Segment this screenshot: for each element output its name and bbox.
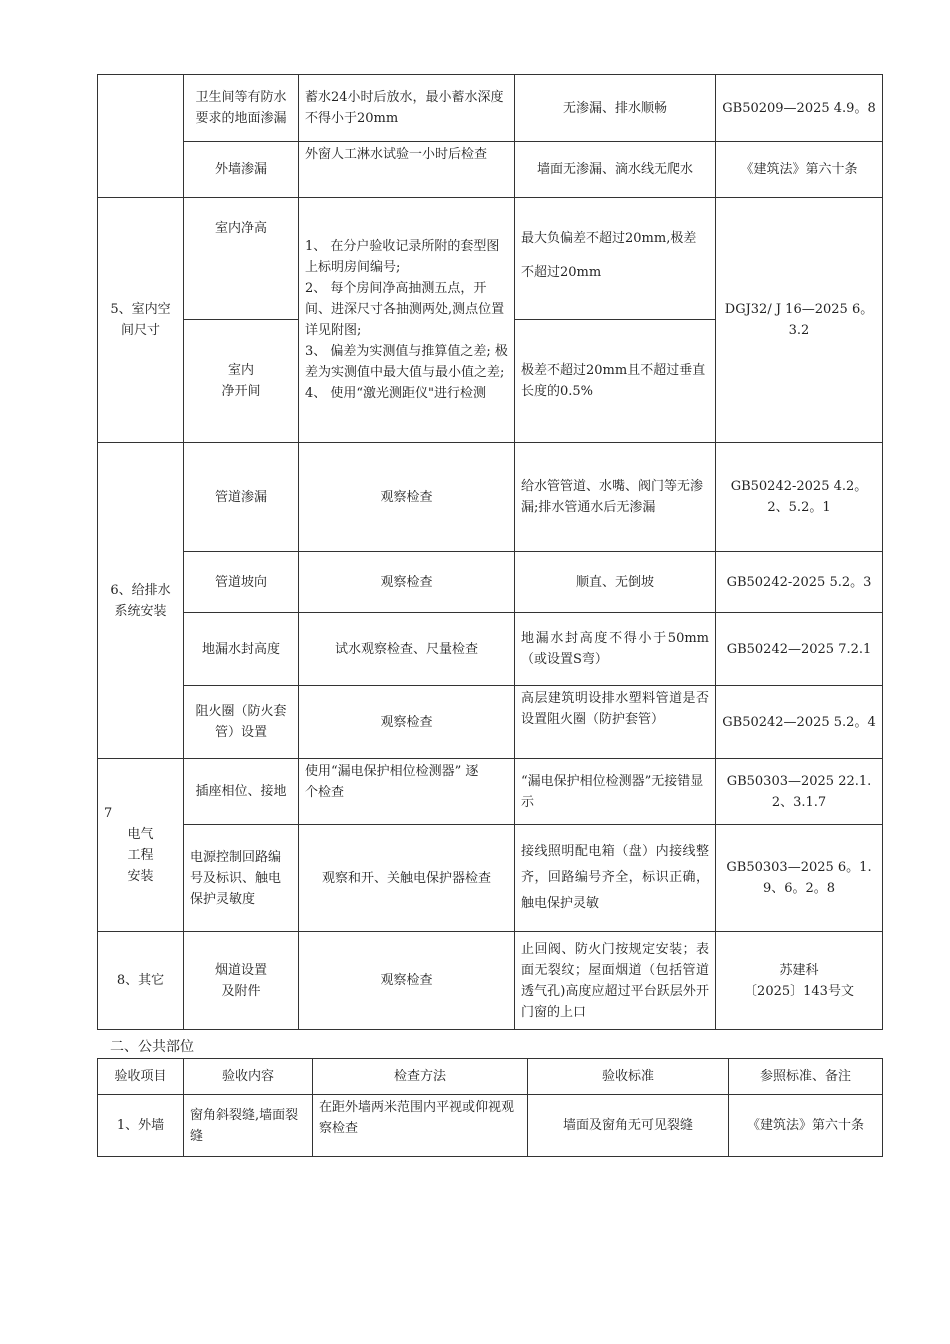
column-header: 参照标准、备注 [729, 1059, 883, 1095]
content-cell: 卫生间等有防水要求的地面渗漏 [184, 75, 299, 142]
method-line: 使用“漏电保护相位检测器” 逐 [305, 764, 479, 779]
table-row [98, 552, 883, 613]
content-cell: 室内净高 [184, 198, 299, 320]
public-area-table [97, 1058, 883, 1157]
table-row [98, 142, 883, 198]
reference-cell: GB50303—2025 6。1.9、6。2。8 [716, 825, 883, 932]
method-cell: 在距外墙两米范围内平视或仰视观察检查 [313, 1095, 528, 1157]
content-cell: 管道渗漏 [184, 443, 299, 552]
table-row [98, 759, 883, 825]
table-row [98, 686, 883, 759]
reference-cell: GB50303—2025 22.1.2、3.1.7 [716, 759, 883, 825]
standard-cell: 给水管管道、水嘴、阀门等无渗漏;排水管通水后无渗漏 [515, 443, 716, 552]
standard-cell: 高层建筑明设排水塑料管道是否设置阻火圈（防护套管） [515, 686, 716, 759]
method-cell: 观察和开、关触电保护器检查 [299, 825, 515, 932]
method-cell [299, 198, 515, 443]
content-cell: 室内 净开间 [184, 320, 299, 443]
method-line: 4、 使用“激光测距仪"进行检测 [305, 386, 487, 401]
reference-cell: 苏建科 〔2025〕143号文 [716, 932, 883, 1030]
table-header-row [98, 1059, 883, 1095]
category-cell [98, 75, 184, 198]
standard-cell: 顺直、无倒坡 [515, 552, 716, 613]
method-cell [299, 759, 515, 825]
table-row [98, 75, 883, 142]
reference-cell: GB50242-2025 5.2。3 [716, 552, 883, 613]
method-cell: 观察检查 [299, 443, 515, 552]
category-cell: 8、其它 [98, 932, 184, 1030]
standard-cell: 无渗漏、排水顺畅 [515, 75, 716, 142]
section-title: 二、公共部位 [110, 1039, 194, 1055]
column-header: 验收项目 [98, 1059, 184, 1095]
content-cell: 插座相位、接地 [184, 759, 299, 825]
category-cell: 1、外墙 [98, 1095, 184, 1157]
table-row [98, 1095, 883, 1157]
reference-cell: GB50209—2025 4.9。8 [716, 75, 883, 142]
standard-line: 最大负偏差不超过20mm,极差 [521, 231, 697, 246]
method-cell: 观察检查 [299, 932, 515, 1030]
reference-cell: DGJ32/ J 16—2025 6。3.2 [716, 198, 883, 443]
method-line: 1、 在分户验收记录所附的套型图上标明房间编号; [305, 239, 500, 275]
method-line: 个检查 [305, 785, 345, 800]
content-cell: 烟道设置 及附件 [184, 932, 299, 1030]
category-number: 7 [104, 806, 113, 821]
standard-cell: 接线照明配电箱（盘）内接线整齐，回路编号齐全，标识正确，触电保护灵敏 [515, 825, 716, 932]
reference-cell: 《建筑法》第六十条 [716, 142, 883, 198]
standard-cell: 地漏水封高度不得小于50mm（或设置S弯） [515, 613, 716, 686]
standard-line: 不超过20mm [521, 265, 602, 280]
column-header: 验收标准 [528, 1059, 729, 1095]
method-line: 间、进深尺寸各抽测两处,测点位置详见附图; [305, 302, 505, 338]
content-cell: 电源控制回路编号及标识、触电保护灵敏度 [184, 825, 299, 932]
method-line: 2、 每个房间净高抽测五点，开 [305, 281, 487, 296]
category-cell [98, 759, 184, 932]
table-row [98, 198, 883, 320]
content-cell: 阻火圈（防火套管）设置 [184, 686, 299, 759]
method-line: 3、 偏差为实测值与推算值之差; 极差为实测值中最大值与最小值之差; [305, 344, 508, 380]
reference-cell: 《建筑法》第六十条 [729, 1095, 883, 1157]
method-cell: 外窗人工淋水试验一小时后检查 [299, 142, 515, 198]
standard-cell [515, 198, 716, 320]
reference-cell: GB50242—2025 7.2.1 [716, 613, 883, 686]
category-cell: 5、室内空间尺寸 [98, 198, 184, 443]
table-row [98, 932, 883, 1030]
table-row [98, 443, 883, 552]
method-cell: 试水观察检查、尺量检查 [299, 613, 515, 686]
content-cell: 外墙渗漏 [184, 142, 299, 198]
column-header: 验收内容 [184, 1059, 313, 1095]
method-cell: 观察检查 [299, 552, 515, 613]
standard-cell: 墙面及窗角无可见裂缝 [528, 1095, 729, 1157]
category-name: 电气 工程 安装 [127, 827, 154, 884]
content-cell: 窗角斜裂缝,墙面裂缝 [184, 1095, 313, 1157]
reference-cell: GB50242-2025 4.2。2、5.2。1 [716, 443, 883, 552]
table-row [98, 825, 883, 932]
reference-cell: GB50242—2025 5.2。4 [716, 686, 883, 759]
standard-cell: 墙面无渗漏、滴水线无爬水 [515, 142, 716, 198]
content-cell: 地漏水封高度 [184, 613, 299, 686]
standard-cell: 止回阀、防火门按规定安装；表面无裂纹；屋面烟道（包括管道透气孔)高度应超过平台跃层外开门窗的上口 [515, 932, 716, 1030]
content-cell: 管道坡向 [184, 552, 299, 613]
standard-cell: 极差不超过20mm且不超过垂直长度的0.5% [515, 320, 716, 443]
acceptance-table-continued [97, 74, 883, 1030]
category-cell: 6、给排水系统安装 [98, 443, 184, 759]
column-header: 检查方法 [313, 1059, 528, 1095]
standard-cell: “漏电保护相位检测器”无接错显示 [515, 759, 716, 825]
method-cell: 观察检查 [299, 686, 515, 759]
table-row [98, 613, 883, 686]
method-cell: 蓄水24小时后放水，最小蓄水深度不得小于20mm [299, 75, 515, 142]
